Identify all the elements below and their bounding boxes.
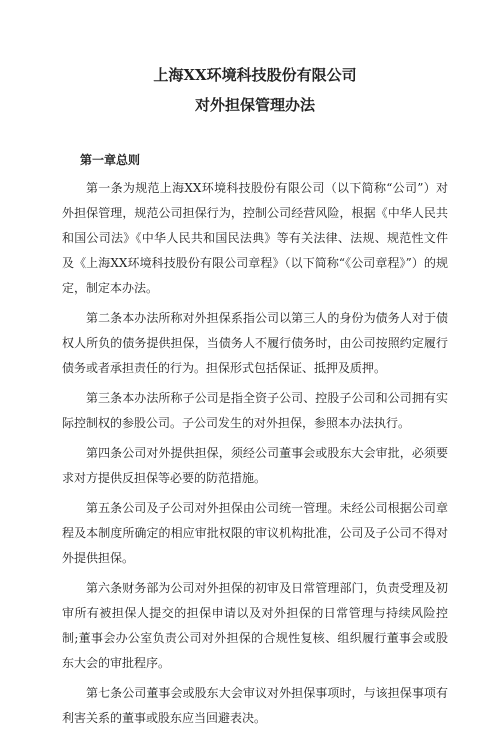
article-5: 第五条公司及子公司对外担保由公司统一管理。未经公司根据公司章程及本制度所确定的相应审批权限的审议机构批准，公司及子公司不得对外提供担保。 <box>62 501 448 565</box>
article-1: 第一条为规范上海XX环境科技股份有限公司（以下简称“公司”）对外担保管理，规范公司担保行为，控制公司经营风险，根据《中华人民共和国公司法》《中华人民共和国民法典》等有关法律、法规、规范性文件及《上海XX环境科技股份有限公司章程》（以下简称“《公司章程》”）的规定，制定本办法。 <box>62 181 448 295</box>
article-6: 第六条财务部为公司对外担保的初审及日常管理部门，负责受理及初审所有被担保人提交的担保申请以及对外担保的日常管理与持续风险控制;董事会办公室负责公司对外担保的合规性复核、组织履行董事会或股东大会的审批程序。 <box>62 581 448 670</box>
article-3: 第三条本办法所称子公司是指全资子公司、控股子公司和公司拥有实际控制权的参股公司。子公司发生的对外担保，参照本办法执行。 <box>62 391 448 430</box>
document-subtitle: 对外担保管理办法 <box>194 96 315 114</box>
article-7: 第七条公司董事会或股东大会审议对外担保事项时，与该担保事项有利害关系的董事或股东应当回避表决。 <box>62 686 448 725</box>
article-4: 第四条公司对外提供担保，须经公司董事会或股东大会审批，必须要求对方提供反担保等必要的防范措施。 <box>62 446 448 485</box>
article-2: 第二条本办法所称对外担保系指公司以第三人的身份为债务人对于债权人所负的债务提供担保，当债务人不履行债务时，由公司按照约定履行债务或者承担责任的行为。担保形式包括保证、抵押及质押。 <box>62 311 448 375</box>
chapter-heading: 第一章总则 <box>80 153 141 167</box>
document-title: 上海XX环境科技股份有限公司 <box>153 66 357 84</box>
